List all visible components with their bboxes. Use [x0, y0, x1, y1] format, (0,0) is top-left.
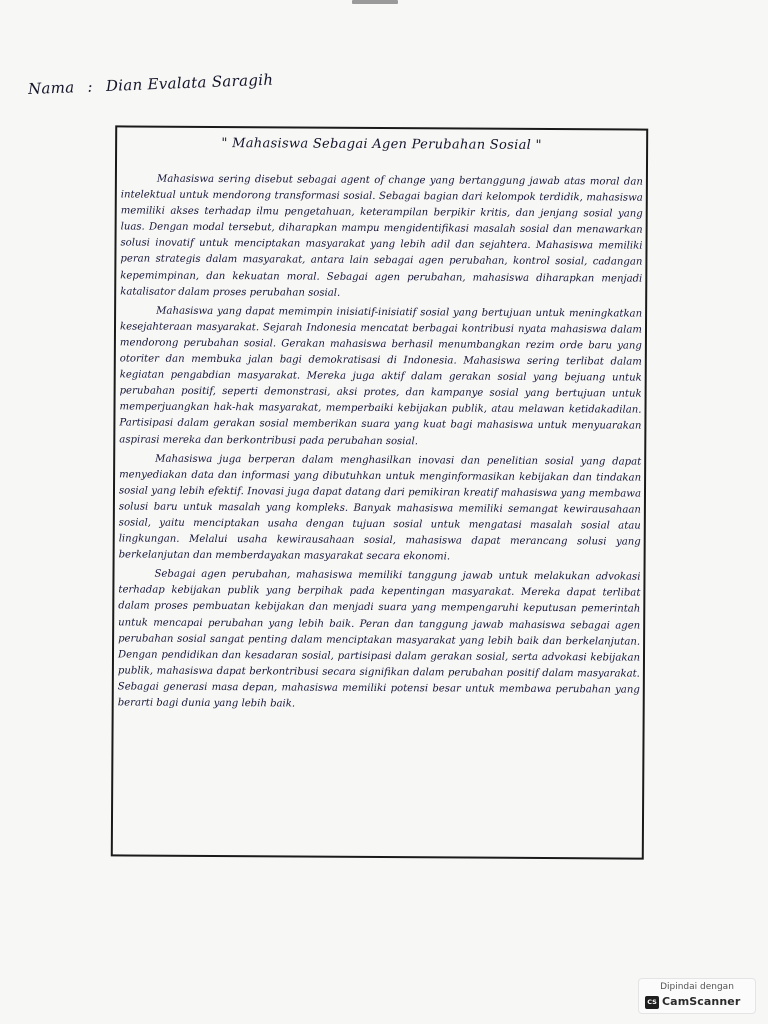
essay-paragraph-1: Mahasiswa sering disebut sebagai agent of change yang bertanggung jawab atas moral dan intelektual untuk mendorong transformasi sosial. Sebagai bagian dari kelompok terdidik, mahasiswa memiliki akses terhadap ilmu pengetahuan, keterampilan berpikir kritis, dan jenjang sosial yang luas. Dengan modal tersebut, diharapkan mampu mengidentifikasi masalah sosial dan menawarkan solusi inovatif untuk menciptakan masyarakat yang lebih adil dan sejahtera. Mahasiswa memiliki peran strategis dalam masyarakat, antara lain sebagai agen perubahan, kontrol sosial, cadangan kepemimpinan, dan kekuatan moral. Sebagai agen perubahan, mahasiswa diharapkan menjadi katalisator dalam proses perubahan sosial.	[120, 173, 643, 299]
scan-smudge	[352, 0, 398, 4]
essay-body	[118, 171, 643, 714]
essay-paragraph-4: Sebagai agen perubahan, mahasiswa memiliki tanggung jawab untuk melakukan advokasi terhadap kebijakan publik yang berpihak pada kepentingan masyarakat. Mereka dapat terlibat dalam proses pembuatan kebijakan dan menjadi suara yang mempengaruhi keputusan pemerintah untuk mencapai perubahan yang lebih baik. Peran dan tanggung jawab mahasiswa sebagai agen perubahan sosial sangat penting dalam menciptakan masyarakat yang lebih baik dan berkelanjutan. Dengan pendidikan dan kesadaran sosial, partisipasi dalam gerakan sosial, serta advokasi kebijakan publik, mahasiswa dapat berkontribusi secara signifikan dalam perubahan positif dalam masyarakat. Sebagai generasi masa depan, mahasiswa memiliki potensi besar untuk membawa perubahan yang berarti bagi dunia yang lebih baik.	[117, 568, 641, 710]
watermark-caption: Dipindai dengan	[660, 982, 734, 992]
camscanner-logo-icon: CS	[645, 996, 659, 1009]
essay-title: " Mahasiswa Sebagai Agen Perubahan Sosial "	[221, 136, 542, 153]
essay-frame	[111, 125, 648, 859]
essay-paragraph-3: Mahasiswa juga berperan dalam menghasilkan inovasi dan penelitian sosial yang dapat menyediakan data dan informasi yang dibutuhkan untuk menginformasikan kebijakan dan tindakan sosial yang lebih efektif. Inovasi juga dapat datang dari pemikiran kreatif mahasiswa yang membawa solusi baru untuk masalah yang kompleks. Banyak mahasiswa memiliki semangat kewirausahaan sosial, yaitu menciptakan usaha dengan tujuan sosial untuk mengatasi masalah sosial atau lingkungan. Melalui usaha kewirausahaan sosial, mahasiswa dapat merancang solusi yang berkelanjutan dan memberdayakan masyarakat secara ekonomi.	[118, 453, 642, 563]
name-label: Nama	[27, 78, 75, 98]
watermark-brand: CamScanner	[662, 995, 741, 1008]
student-name: Dian Evalata Saragih	[105, 70, 274, 96]
essay-paragraph-2: Mahasiswa yang dapat memimpin inisiatif-inisiatif sosial yang bertujuan untuk meningkatkan kesejahteraan masyarakat. Sejarah Indonesia mencatat berbagai kontribusi nyata mahasiswa dalam mendorong perubahan sosial. Gerakan mahasiswa berhasil menumbangkan rezim orde baru yang otoriter dan membuka jalan bagi demokratisasi di Indonesia. Mahasiswa sering terlibat dalam kegiatan pengabdian masyarakat. Mereka juga aktif dalam gerakan sosial yang bejuang untuk perubahan positif, seperti demonstrasi, aksi protes, dan kampanye sosial yang bertujuan untuk memperjuangkan hak-hak masyarakat, memperbaiki kebijakan publik, atau melawan ketidakadilan. Partisipasi dalam gerakan sosial memberikan suara yang kuat bagi mahasiswa untuk menyuarakan aspirasi mereka dan berkontribusi pada perubahan sosial.	[119, 305, 643, 447]
camscanner-watermark	[638, 978, 756, 1014]
student-name-line	[28, 71, 274, 98]
name-separator: :	[87, 77, 94, 96]
